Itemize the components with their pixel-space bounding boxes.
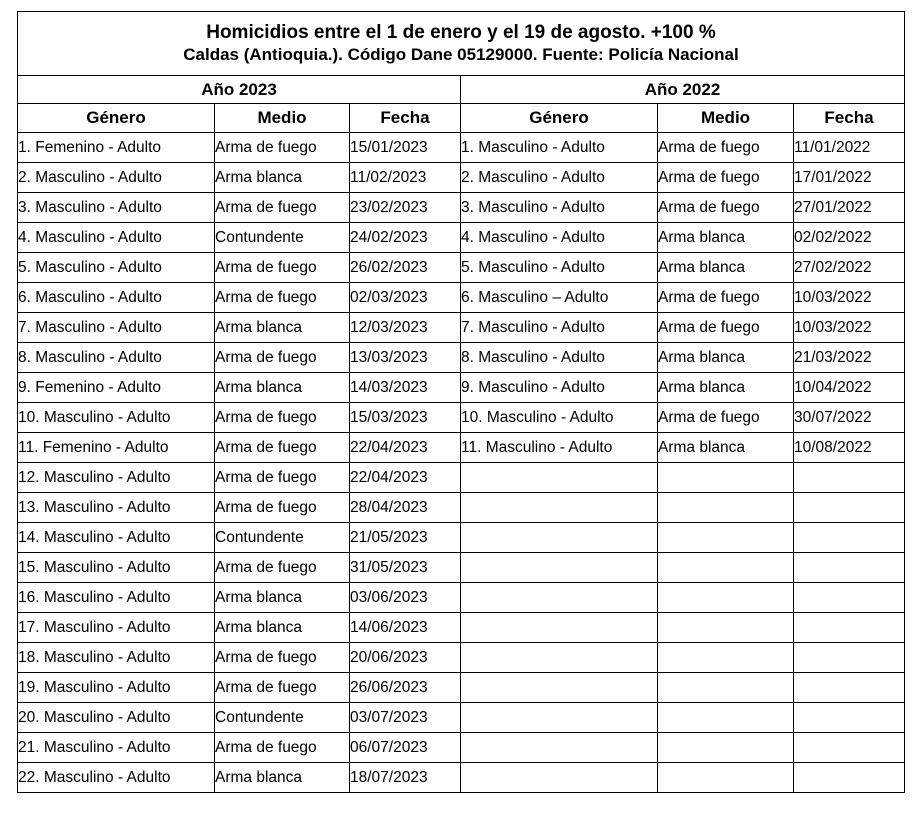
table-row	[18, 193, 905, 223]
cell-genero-2023: 1. Femenino - Adulto	[18, 133, 215, 163]
cell-fecha-2022: 10/03/2022	[794, 313, 905, 343]
empty-cell-2022	[658, 613, 794, 643]
table-row	[18, 223, 905, 253]
cell-genero-2022: 5. Masculino - Adulto	[461, 253, 658, 283]
cell-genero-2023: 19. Masculino - Adulto	[18, 673, 215, 703]
cell-medio-2022: Arma blanca	[658, 343, 794, 373]
empty-cell-2022	[461, 553, 658, 583]
cell-medio-2022: Arma blanca	[658, 253, 794, 283]
empty-cell-2022	[461, 493, 658, 523]
table-row	[18, 523, 905, 553]
cell-fecha-2023: 11/02/2023	[350, 163, 461, 193]
empty-cell-2022	[794, 613, 905, 643]
column-header-genero-2023: Género	[18, 104, 215, 133]
cell-fecha-2023: 06/07/2023	[350, 733, 461, 763]
cell-fecha-2023: 03/06/2023	[350, 583, 461, 613]
cell-genero-2022: 3. Masculino - Adulto	[461, 193, 658, 223]
cell-genero-2023: 14. Masculino - Adulto	[18, 523, 215, 553]
table-row	[18, 673, 905, 703]
empty-cell-2022	[461, 703, 658, 733]
empty-cell-2022	[794, 523, 905, 553]
table-row	[18, 313, 905, 343]
cell-genero-2023: 12. Masculino - Adulto	[18, 463, 215, 493]
table-row	[18, 253, 905, 283]
cell-medio-2023: Arma blanca	[215, 163, 350, 193]
empty-cell-2022	[461, 763, 658, 793]
table-row	[18, 643, 905, 673]
homicides-table	[17, 11, 905, 793]
cell-genero-2023: 3. Masculino - Adulto	[18, 193, 215, 223]
empty-cell-2022	[794, 493, 905, 523]
cell-medio-2023: Arma de fuego	[215, 493, 350, 523]
cell-fecha-2023: 24/02/2023	[350, 223, 461, 253]
empty-cell-2022	[658, 703, 794, 733]
empty-cell-2022	[794, 583, 905, 613]
cell-medio-2023: Arma blanca	[215, 373, 350, 403]
cell-medio-2022: Arma blanca	[658, 373, 794, 403]
cell-genero-2022: 9. Masculino - Adulto	[461, 373, 658, 403]
table-row	[18, 763, 905, 793]
table-row	[18, 403, 905, 433]
cell-medio-2023: Arma de fuego	[215, 193, 350, 223]
cell-fecha-2023: 14/06/2023	[350, 613, 461, 643]
cell-fecha-2023: 20/06/2023	[350, 643, 461, 673]
table-body	[18, 133, 905, 793]
cell-genero-2022: 4. Masculino - Adulto	[461, 223, 658, 253]
table-row	[18, 343, 905, 373]
column-header-medio-2022: Medio	[658, 104, 794, 133]
empty-cell-2022	[658, 583, 794, 613]
column-header-fecha-2023: Fecha	[350, 104, 461, 133]
cell-medio-2022: Arma blanca	[658, 223, 794, 253]
cell-medio-2022: Arma de fuego	[658, 403, 794, 433]
cell-fecha-2022: 27/01/2022	[794, 193, 905, 223]
cell-medio-2023: Arma de fuego	[215, 673, 350, 703]
cell-genero-2023: 17. Masculino - Adulto	[18, 613, 215, 643]
cell-genero-2022: 6. Masculino – Adulto	[461, 283, 658, 313]
column-header-medio-2023: Medio	[215, 104, 350, 133]
cell-genero-2023: 13. Masculino - Adulto	[18, 493, 215, 523]
empty-cell-2022	[658, 463, 794, 493]
cell-medio-2022: Arma de fuego	[658, 313, 794, 343]
cell-genero-2023: 4. Masculino - Adulto	[18, 223, 215, 253]
table-row	[18, 613, 905, 643]
cell-genero-2023: 21. Masculino - Adulto	[18, 733, 215, 763]
empty-cell-2022	[794, 673, 905, 703]
cell-fecha-2023: 15/01/2023	[350, 133, 461, 163]
cell-fecha-2022: 17/01/2022	[794, 163, 905, 193]
cell-fecha-2022: 10/04/2022	[794, 373, 905, 403]
year-2023-header: Año 2023	[18, 76, 461, 104]
table-row	[18, 283, 905, 313]
empty-cell-2022	[794, 463, 905, 493]
cell-fecha-2022: 27/02/2022	[794, 253, 905, 283]
cell-fecha-2023: 02/03/2023	[350, 283, 461, 313]
cell-medio-2023: Arma de fuego	[215, 343, 350, 373]
empty-cell-2022	[794, 733, 905, 763]
cell-genero-2022: 2. Masculino - Adulto	[461, 163, 658, 193]
cell-fecha-2023: 28/04/2023	[350, 493, 461, 523]
cell-medio-2023: Arma de fuego	[215, 643, 350, 673]
empty-cell-2022	[794, 703, 905, 733]
column-header-genero-2022: Género	[461, 104, 658, 133]
cell-fecha-2023: 22/04/2023	[350, 463, 461, 493]
empty-cell-2022	[794, 643, 905, 673]
cell-medio-2023: Arma de fuego	[215, 433, 350, 463]
cell-genero-2022: 11. Masculino - Adulto	[461, 433, 658, 463]
empty-cell-2022	[658, 643, 794, 673]
cell-fecha-2022: 10/08/2022	[794, 433, 905, 463]
cell-genero-2023: 10. Masculino - Adulto	[18, 403, 215, 433]
cell-genero-2023: 15. Masculino - Adulto	[18, 553, 215, 583]
title-line-1: Homicidios entre el 1 de enero y el 19 de agosto. +100 %	[206, 22, 716, 43]
table-row	[18, 733, 905, 763]
cell-fecha-2023: 23/02/2023	[350, 193, 461, 223]
empty-cell-2022	[461, 643, 658, 673]
table-row	[18, 373, 905, 403]
empty-cell-2022	[794, 553, 905, 583]
cell-medio-2022: Arma de fuego	[658, 193, 794, 223]
table-title	[18, 12, 905, 76]
cell-medio-2023: Arma de fuego	[215, 553, 350, 583]
cell-medio-2022: Arma de fuego	[658, 163, 794, 193]
cell-fecha-2022: 11/01/2022	[794, 133, 905, 163]
table-row	[18, 703, 905, 733]
cell-medio-2023: Arma blanca	[215, 763, 350, 793]
empty-cell-2022	[461, 733, 658, 763]
title-line-2: Caldas (Antioquia.). Código Dane 05129000. Fuente: Policía Nacional	[183, 45, 739, 64]
cell-fecha-2022: 21/03/2022	[794, 343, 905, 373]
cell-medio-2022: Arma blanca	[658, 433, 794, 463]
empty-cell-2022	[461, 523, 658, 553]
cell-medio-2023: Arma de fuego	[215, 733, 350, 763]
empty-cell-2022	[658, 553, 794, 583]
table-row	[18, 583, 905, 613]
column-header-fecha-2022: Fecha	[794, 104, 905, 133]
cell-genero-2023: 2. Masculino - Adulto	[18, 163, 215, 193]
cell-medio-2023: Arma blanca	[215, 313, 350, 343]
cell-genero-2023: 22. Masculino - Adulto	[18, 763, 215, 793]
cell-genero-2023: 11. Femenino - Adulto	[18, 433, 215, 463]
cell-medio-2023: Contundente	[215, 703, 350, 733]
cell-genero-2022: 8. Masculino - Adulto	[461, 343, 658, 373]
year-2022-header: Año 2022	[461, 76, 905, 104]
cell-fecha-2023: 31/05/2023	[350, 553, 461, 583]
cell-genero-2023: 16. Masculino - Adulto	[18, 583, 215, 613]
cell-fecha-2023: 18/07/2023	[350, 763, 461, 793]
cell-medio-2023: Arma de fuego	[215, 133, 350, 163]
cell-medio-2023: Contundente	[215, 523, 350, 553]
cell-medio-2023: Arma de fuego	[215, 253, 350, 283]
cell-genero-2023: 8. Masculino - Adulto	[18, 343, 215, 373]
empty-cell-2022	[461, 673, 658, 703]
empty-cell-2022	[658, 673, 794, 703]
cell-genero-2023: 20. Masculino - Adulto	[18, 703, 215, 733]
empty-cell-2022	[658, 493, 794, 523]
cell-medio-2023: Arma de fuego	[215, 403, 350, 433]
empty-cell-2022	[658, 733, 794, 763]
empty-cell-2022	[658, 763, 794, 793]
empty-cell-2022	[658, 523, 794, 553]
cell-medio-2023: Contundente	[215, 223, 350, 253]
cell-fecha-2022: 10/03/2022	[794, 283, 905, 313]
cell-fecha-2023: 26/02/2023	[350, 253, 461, 283]
empty-cell-2022	[461, 613, 658, 643]
table-row	[18, 163, 905, 193]
table-row	[18, 463, 905, 493]
cell-medio-2022: Arma de fuego	[658, 283, 794, 313]
cell-medio-2023: Arma de fuego	[215, 463, 350, 493]
empty-cell-2022	[461, 583, 658, 613]
cell-genero-2023: 9. Femenino - Adulto	[18, 373, 215, 403]
cell-genero-2023: 18. Masculino - Adulto	[18, 643, 215, 673]
table-row	[18, 493, 905, 523]
cell-medio-2023: Arma blanca	[215, 613, 350, 643]
empty-cell-2022	[461, 463, 658, 493]
cell-medio-2023: Arma blanca	[215, 583, 350, 613]
empty-cell-2022	[794, 763, 905, 793]
cell-fecha-2023: 21/05/2023	[350, 523, 461, 553]
cell-fecha-2023: 22/04/2023	[350, 433, 461, 463]
table-row	[18, 553, 905, 583]
cell-fecha-2023: 15/03/2023	[350, 403, 461, 433]
table-row	[18, 433, 905, 463]
cell-genero-2022: 10. Masculino - Adulto	[461, 403, 658, 433]
cell-fecha-2022: 02/02/2022	[794, 223, 905, 253]
cell-medio-2023: Arma de fuego	[215, 283, 350, 313]
cell-fecha-2023: 03/07/2023	[350, 703, 461, 733]
cell-fecha-2023: 14/03/2023	[350, 373, 461, 403]
cell-fecha-2023: 26/06/2023	[350, 673, 461, 703]
cell-genero-2022: 7. Masculino - Adulto	[461, 313, 658, 343]
cell-genero-2023: 6. Masculino - Adulto	[18, 283, 215, 313]
cell-genero-2023: 5. Masculino - Adulto	[18, 253, 215, 283]
cell-fecha-2022: 30/07/2022	[794, 403, 905, 433]
cell-fecha-2023: 12/03/2023	[350, 313, 461, 343]
cell-medio-2022: Arma de fuego	[658, 133, 794, 163]
cell-genero-2022: 1. Masculino - Adulto	[461, 133, 658, 163]
cell-genero-2023: 7. Masculino - Adulto	[18, 313, 215, 343]
cell-fecha-2023: 13/03/2023	[350, 343, 461, 373]
table-row	[18, 133, 905, 163]
